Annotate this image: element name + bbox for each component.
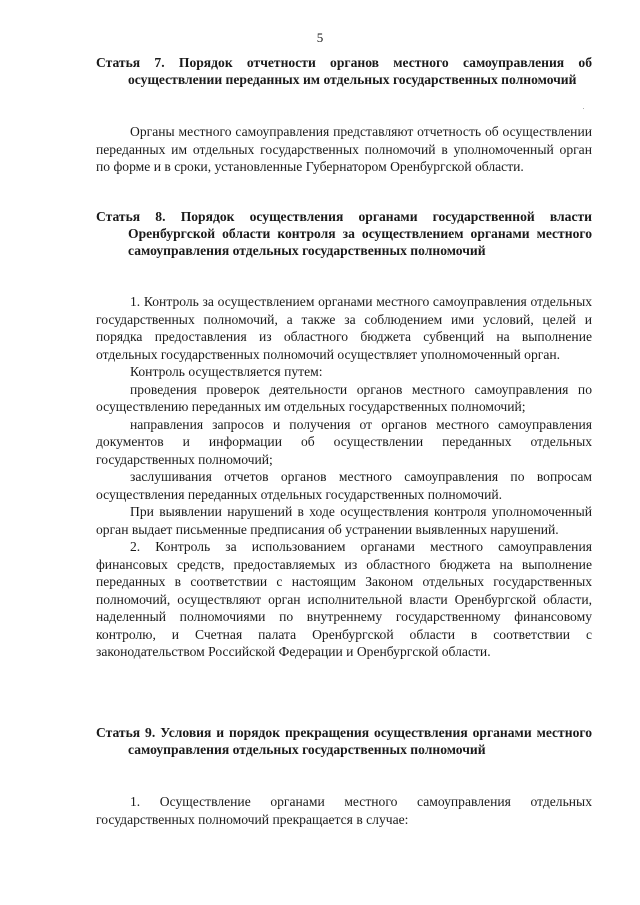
article-8: [96, 208, 592, 259]
article-8-paragraph-6: При выявлении нарушений в ходе осуществления контроля уполномоченный орган выдает письменные предписания об устранении выявленных нарушений.: [96, 504, 592, 537]
article-8-paragraph-4: направления запросов и получения от органов местного самоуправления документов и информации об осуществлении переданных отдельных государственных полномочий;: [96, 416, 592, 467]
article-9-label: Статья 9.: [96, 725, 156, 740]
scan-speck: [583, 108, 584, 109]
article-7-label: Статья 7.: [96, 55, 165, 70]
article-9-paragraph: 1. Осуществление органами местного самоуправления отдельных государственных полномочий прекращается в случае:: [96, 794, 592, 827]
article-9-heading: [96, 724, 592, 758]
article-7: [96, 54, 592, 88]
article-8-heading: [96, 208, 592, 259]
article-9-title: Условия и порядок прекращения осуществления органами местного самоуправления отдельных государственных полномочий: [128, 725, 592, 757]
article-9: [96, 724, 592, 758]
article-8-paragraph-7: 2. Контроль за использованием органами местного самоуправления финансовых средств, предоставляемых из областного бюджета на выполнение переданных в соответствии с настоящим Законом отдельных государственных полномочий, осуществляют орган исполнительной власти Оренбургской области, наделенный полномочиями по внутреннему государственному финансовому контролю, и Счетная палата Оренбургской области в соответствии с законодательством Российской Федерации и Оренбургской области.: [96, 539, 592, 659]
article-8-paragraph-3: проведения проверок деятельности органов местного самоуправления по осуществлению переданных им отдельных государственных полномочий;: [96, 381, 592, 414]
article-8-paragraph-5: заслушивания отчетов органов местного самоуправления по вопросам осуществления переданных отдельных государственных полномочий.: [96, 469, 592, 502]
article-8-body: [96, 293, 592, 661]
article-8-label: Статья 8.: [96, 209, 166, 224]
article-9-body: [96, 793, 592, 828]
article-8-paragraph-2: Контроль осуществляется путем:: [130, 364, 323, 379]
article-8-paragraph-1: 1. Контроль за осуществлением органами местного самоуправления отдельных государственных полномочий, а также за соблюдением ими условий, целей и порядка предоставления из областного бюджета субвенций на выполнение отдельных государственных полномочий осуществляет уполномоченный орган.: [96, 294, 592, 362]
article-7-body: [96, 123, 592, 176]
article-7-heading: [96, 54, 592, 88]
page-number: 5: [316, 30, 324, 45]
article-7-title: Порядок отчетности органов местного самоуправления об осуществлении переданных им отдельных государственных полномочий: [128, 55, 592, 87]
article-7-paragraph: Органы местного самоуправления представляют отчетность об осуществлении переданных им отдельных государственных полномочий в уполномоченный орган по форме и в сроки, установленные Губернатором Оренбургской области.: [96, 124, 592, 174]
article-8-title: Порядок осуществления органами государственной власти Оренбургской области контроля за осуществлением органами местного самоуправления отдельных государственных полномочий: [128, 209, 593, 258]
